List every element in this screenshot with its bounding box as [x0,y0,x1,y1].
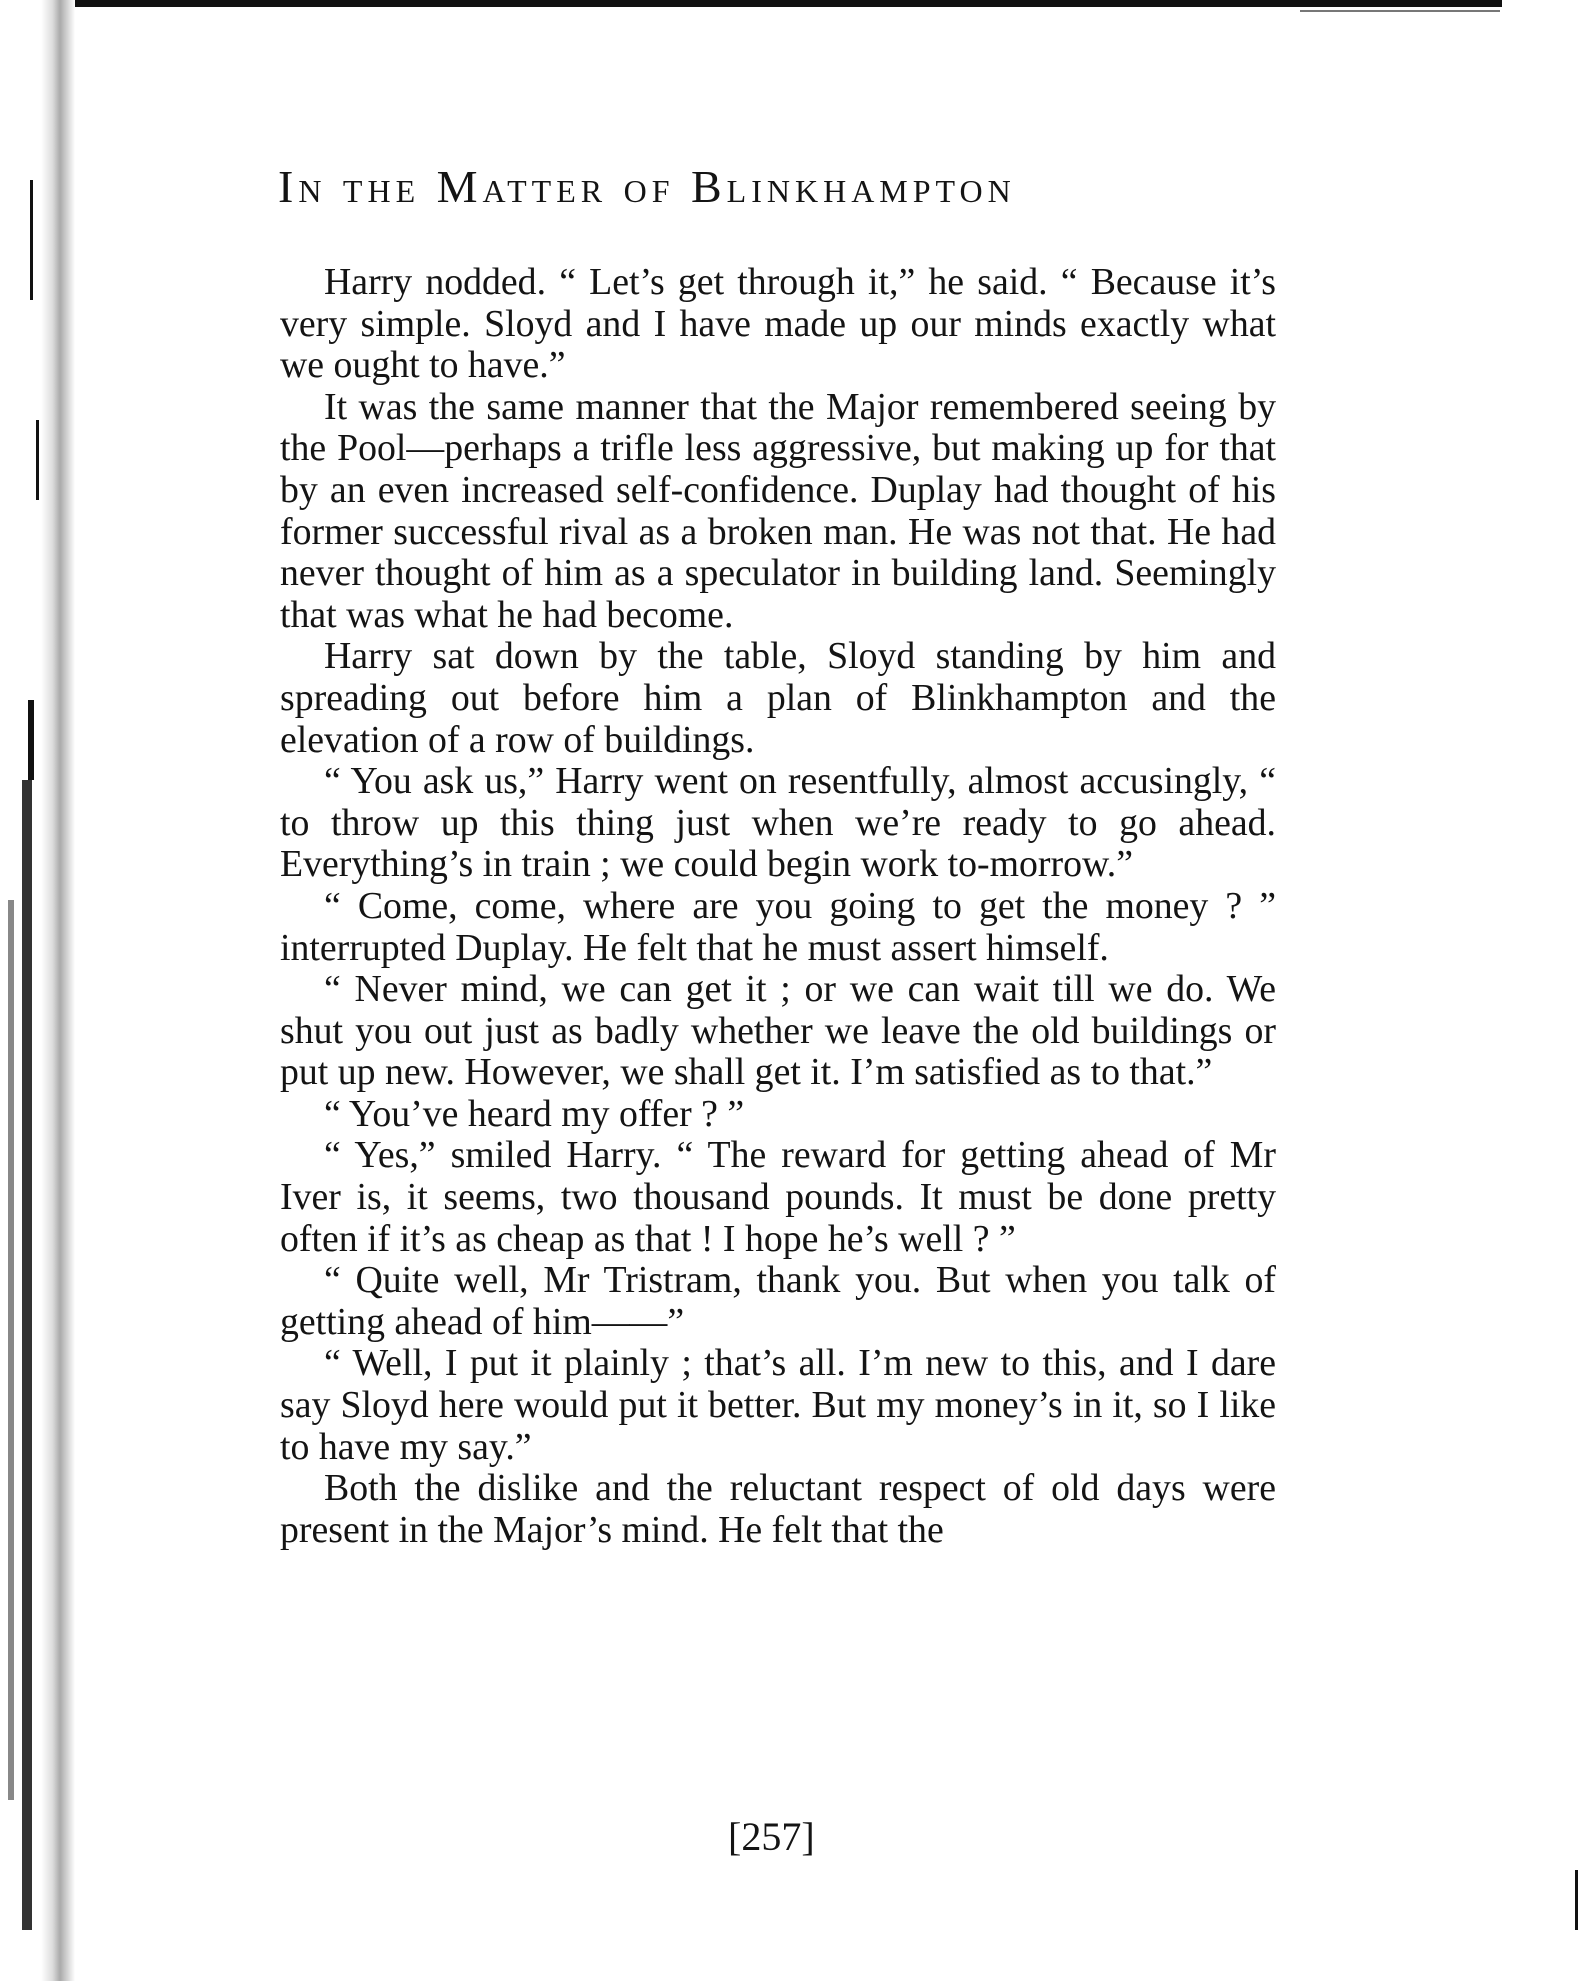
page-body [280,262,1276,1551]
page-heading: In the Matter of Blinkhampton [278,161,1016,212]
binding-mark [30,180,33,300]
binding-mark [36,420,39,500]
page-number: [257] [728,1814,815,1859]
top-rule [30,0,1502,7]
top-rule-thin [1300,10,1500,12]
paragraph: “ You’ve heard my offer ? ” [324,1092,745,1135]
binding-mark [22,780,32,1930]
paragraph: “ Yes,” smiled Harry. “ The reward for getting ahead of Mr Iver is, it seems, two thousand pounds. It must be done pretty often if it’s as cheap as that ! I hope he’s well ? ” [280,1134,1276,1260]
paragraph: “ Come, come, where are you going to get the money ? ” interrupted Duplay. He felt that he must assert himself. [280,884,1276,969]
binding-mark [1575,1870,1578,1930]
paragraph: “ You ask us,” Harry went on resentfully, almost accusingly, “ to throw up this thing just when we’re ready to go ahead. Everything’s in train ; we could begin work to-morrow.” [280,760,1276,886]
paragraph: It was the same manner that the Major remembered seeing by the Pool—perhaps a trifle less aggressive, but making up for that by an even increased self-confidence. Duplay had thought of his former successful rival as a broken man. He was not that. He had never thought of him as a speculator in building land. Seemingly that was what he had become. [280,385,1276,636]
paragraph: “ Well, I put it plainly ; that’s all. I’m new to this, and I dare say Sloyd here would put it better. But my money’s in it, so I like to have my say.” [280,1342,1276,1468]
binding-mark [28,700,34,780]
binding-mark [8,900,14,1800]
paragraph: “ Never mind, we can get it ; or we can wait till we do. We shut you out just as badly whether we leave the old buildings or put up new. However, we shall get it. I’m satisfied as to that.” [280,968,1276,1094]
paragraph: Harry sat down by the table, Sloyd standing by him and spreading out before him a plan of Blinkhampton and the elevation of a row of buildings. [280,635,1276,761]
paragraph: Harry nodded. “ Let’s get through it,” he said. “ Because it’s very simple. Sloyd and I have made up our minds exactly what we ought to have.” [280,261,1276,387]
paragraph: Both the dislike and the reluctant respect of old days were present in the Major’s mind. He felt that the [280,1467,1276,1551]
paragraph: “ Quite well, Mr Tristram, thank you. But when you talk of getting ahead of him——” [280,1259,1276,1343]
